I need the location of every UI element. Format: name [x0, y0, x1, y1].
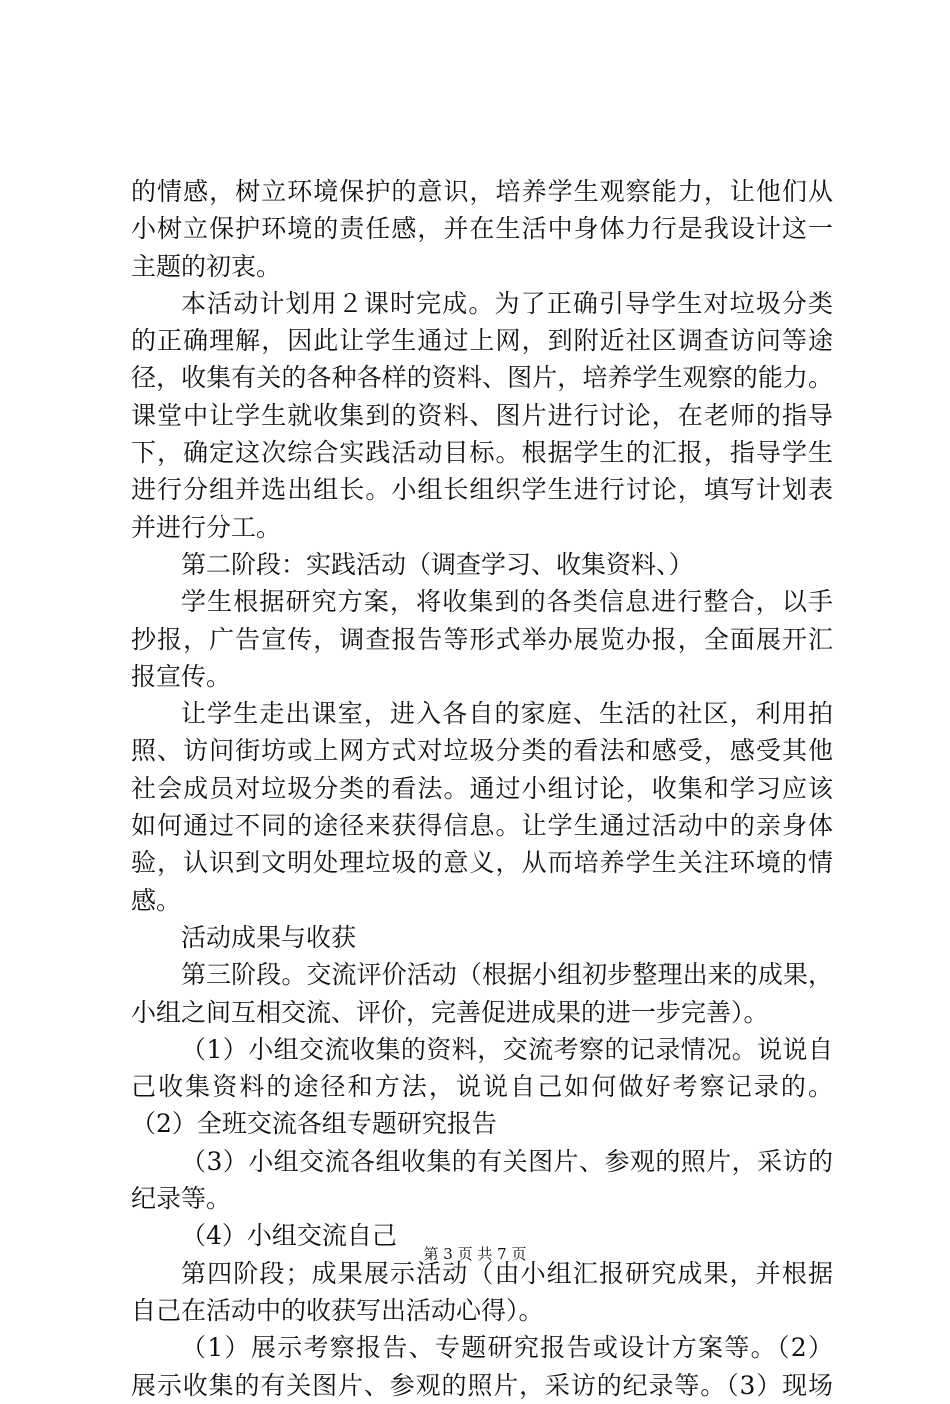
text-line: 报宣传。	[131, 661, 232, 691]
text-line: 第三阶段。交流评价活动（根据小组初步整理出来的成果，	[181, 960, 833, 990]
text-line: 径，收集有关的各种各样的资料、图片，培养学生观察的能力。	[131, 363, 833, 393]
document-body	[131, 173, 833, 1404]
text-line: 小树立保护环境的责任感，并在生活中身体力行是我设计这一	[131, 214, 833, 244]
text-line: 的正确理解，因此让学生通过上网，到附近社区调查访问等途	[131, 326, 833, 356]
text-line: 并进行分工。	[131, 512, 282, 542]
text-line: 进行分组并选出组长。小组长组织学生进行讨论，填写计划表	[131, 475, 833, 505]
text-line: 第四阶段；成果展示活动（由小组汇报研究成果，并根据	[181, 1258, 833, 1288]
text-line: 验，认识到文明处理垃圾的意义，从而培养学生关注环境的情	[131, 848, 833, 878]
text-line: 主题的初衷。	[131, 251, 282, 281]
text-line: 课堂中让学生就收集到的资料、图片进行讨论，在老师的指导	[131, 400, 833, 430]
text-line: （4）小组交流自己	[181, 1221, 397, 1251]
text-line: 学生根据研究方案，将收集到的各类信息进行整合，以手	[181, 587, 833, 617]
text-line: 抄报，广告宣传，调查报告等形式举办展览办报，全面展开汇	[131, 624, 833, 654]
text-line: 纪录等。	[131, 1184, 232, 1214]
text-line: （3）小组交流各组收集的有关图片、参观的照片，采访的	[181, 1146, 833, 1176]
text-line: 下，确定这次综合实践活动目标。根据学生的汇报，指导学生	[131, 438, 833, 468]
text-line: （1）小组交流收集的资料，交流考察的记录情况。说说自	[181, 1034, 833, 1064]
text-line: （2）全班交流各组专题研究报告	[131, 1109, 497, 1139]
text-line: 照、访问街坊或上网方式对垃圾分类的看法和感受，感受其他	[131, 736, 833, 766]
text-line: 的情感，树立环境保护的意识，培养学生观察能力，让他们从	[131, 177, 833, 206]
text-line: 如何通过不同的途径来获得信息。让学生通过活动中的亲身体	[131, 811, 833, 841]
text-line: 己收集资料的途径和方法，说说自己如何做好考察记录的。	[131, 1072, 833, 1102]
text-line: 展示收集的有关图片、参观的照片，采访的纪录等。（3）现场	[131, 1370, 833, 1400]
text-line: 自己在活动中的收获写出活动心得）。	[131, 1295, 544, 1325]
text-line: 社会成员对垃圾分类的看法。通过小组讨论，收集和学习应该	[131, 773, 833, 803]
text-line: 小组之间互相交流、评价，完善促进成果的进一步完善）。	[131, 997, 769, 1027]
text-line: 感。	[131, 885, 182, 915]
text-line: 本活动计划用２课时完成。为了正确引导学生对垃圾分类	[181, 288, 833, 318]
text-line: 让学生走出课室，进入各自的家庭、生活的社区，利用拍	[181, 699, 833, 729]
page-footer: 第 3 页 共 7 页	[423, 1245, 527, 1263]
text-line: （1）展示考察报告、专题研究报告或设计方案等。（2）	[181, 1333, 833, 1363]
text-line: 第二阶段：实践活动（调查学习、收集资料、）	[181, 549, 694, 579]
text-line: 活动成果与收获	[181, 922, 357, 952]
